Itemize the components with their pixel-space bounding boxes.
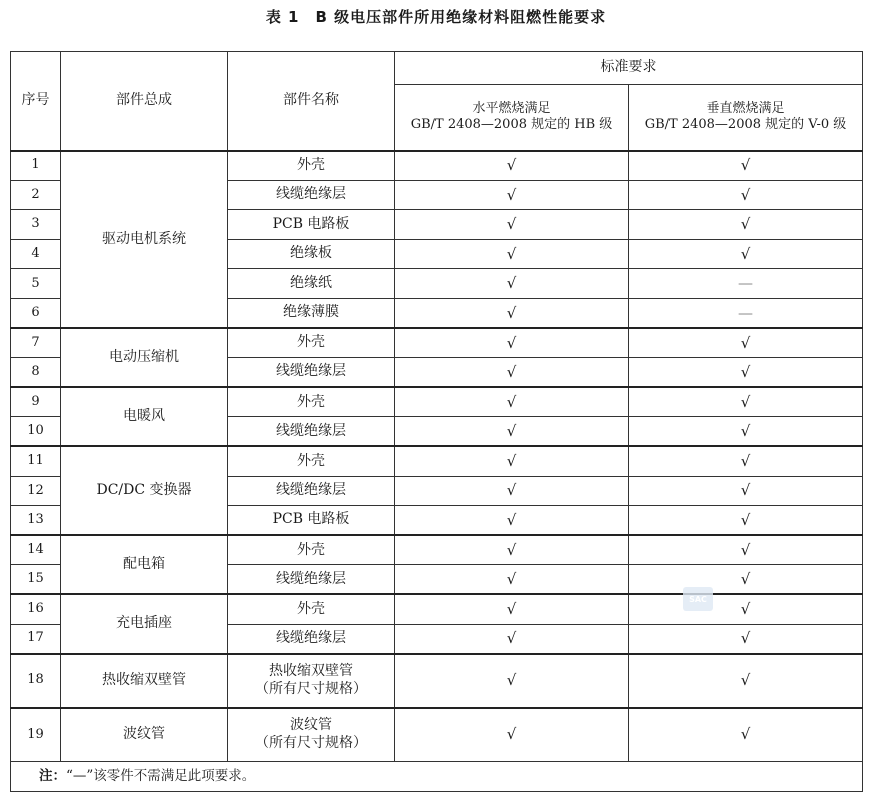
requirements-table [10,51,863,792]
row-vertical-check-mark: √ [629,328,863,358]
row-part-name [228,624,395,654]
row-assembly: 配电箱 [61,535,228,594]
header-part-name: 部件名称 [228,52,395,151]
row-seq: 5 [11,269,61,299]
row-part-name-line1: 线缆绝缘层 [276,186,346,203]
row-part-name [228,269,395,299]
row-vertical-check-mark: √ [629,535,863,565]
row-seq: 4 [11,239,61,269]
table-row [11,654,863,708]
note-label: 注： [39,768,66,785]
row-part-name [228,180,395,210]
row-assembly: 波纹管 [61,708,228,762]
row-horizontal-check-mark: √ [395,506,629,536]
row-part-name-line2: （所有尺寸规格） [255,680,367,697]
row-horizontal-check-mark: √ [395,446,629,476]
row-part-name [228,594,395,624]
header-horizontal-line2: GB/T 2408—2008 规定的 HB 级 [410,117,613,133]
row-vertical-check-mark: √ [629,210,863,240]
row-vertical-dash-mark: — [629,298,863,328]
row-seq: 11 [11,446,61,476]
row-seq: 12 [11,476,61,506]
row-assembly: 电动压缩机 [61,328,228,387]
header-vertical-line2: GB/T 2408—2008 规定的 V-0 级 [644,117,847,133]
row-horizontal-check-mark: √ [395,565,629,595]
row-vertical-check-mark: √ [629,506,863,536]
row-part-name-line1: 热收缩双壁管 [269,663,353,680]
row-vertical-check-mark: √ [629,476,863,506]
row-seq: 2 [11,180,61,210]
row-vertical-check-mark: √ [629,239,863,269]
row-seq: 7 [11,328,61,358]
row-horizontal-check-mark: √ [395,180,629,210]
row-part-name [228,387,395,417]
table-row [11,446,863,476]
row-vertical-check-mark: √ [629,654,863,708]
row-part-name-line1: 线缆绝缘层 [276,363,346,380]
header-vertical-line1: 垂直燃烧满足 [706,101,785,116]
header-vertical [629,85,863,151]
row-part-name-line1: 绝缘纸 [290,274,332,291]
row-seq: 19 [11,708,61,762]
row-horizontal-check-mark: √ [395,269,629,299]
row-part-name-line1: 绝缘薄膜 [283,304,339,321]
row-vertical-check-mark: √ [629,387,863,417]
row-assembly: 充电插座 [61,594,228,653]
row-part-name-line2: （所有尺寸规格） [255,734,367,751]
row-part-name-line1: 线缆绝缘层 [276,570,346,587]
row-part-name [228,298,395,328]
row-part-name-line1: 绝缘板 [290,245,332,262]
row-horizontal-check-mark: √ [395,151,629,181]
row-horizontal-check-mark: √ [395,387,629,417]
row-part-name [228,210,395,240]
table-title: 表 1 B 级电压部件所用绝缘材料阻燃性能要求 [265,8,607,26]
row-seq: 14 [11,535,61,565]
header-horizontal [395,85,629,151]
row-vertical-check-mark: √ [629,565,863,595]
row-assembly: 驱动电机系统 [61,151,228,329]
row-part-name [228,708,395,762]
row-vertical-dash-mark: — [629,269,863,299]
row-part-name-line1: 外壳 [297,452,325,469]
row-horizontal-check-mark: √ [395,476,629,506]
row-part-name-line1: 线缆绝缘层 [276,422,346,439]
row-part-name-line1: 波纹管 [290,717,332,734]
row-part-name [228,328,395,358]
row-part-name-line1: 外壳 [297,156,325,173]
row-seq: 17 [11,624,61,654]
row-seq: 13 [11,506,61,536]
header-assembly: 部件总成 [61,52,228,151]
table-row [11,328,863,358]
row-vertical-check-mark: √ [629,417,863,447]
row-part-name [228,417,395,447]
row-vertical-check-mark: √ [629,151,863,181]
row-horizontal-check-mark: √ [395,417,629,447]
row-seq: 9 [11,387,61,417]
row-horizontal-check-mark: √ [395,298,629,328]
row-part-name [228,358,395,388]
row-horizontal-check-mark: √ [395,624,629,654]
row-part-name-line1: 外壳 [297,541,325,558]
row-horizontal-check-mark: √ [395,358,629,388]
table-body [11,151,863,762]
header-seq: 序号 [11,52,61,151]
row-seq: 15 [11,565,61,595]
row-vertical-check-mark: √ [629,708,863,762]
table-row [11,151,863,181]
row-assembly: DC/DC 变换器 [61,446,228,535]
row-horizontal-check-mark: √ [395,210,629,240]
table-row [11,535,863,565]
row-part-name-line1: PCB 电路板 [272,215,350,232]
row-vertical-check-mark: √ [629,180,863,210]
row-seq: 18 [11,654,61,708]
row-vertical-check-mark: √ [629,594,863,624]
table-row [11,387,863,417]
row-assembly: 电暖风 [61,387,228,446]
table-row [11,594,863,624]
table-row [11,708,863,762]
row-horizontal-check-mark: √ [395,708,629,762]
row-part-name-line1: 外壳 [297,334,325,351]
header-horizontal-line1: 水平燃烧满足 [472,101,551,116]
row-seq: 16 [11,594,61,624]
row-horizontal-check-mark: √ [395,594,629,624]
row-part-name [228,535,395,565]
row-part-name-line1: PCB 电路板 [272,511,350,528]
sac-watermark-logo: SAC [683,587,713,611]
row-part-name [228,239,395,269]
row-part-name [228,446,395,476]
row-part-name [228,654,395,708]
table-note [11,762,863,792]
row-horizontal-check-mark: √ [395,535,629,565]
row-part-name-line1: 线缆绝缘层 [276,629,346,646]
row-part-name [228,506,395,536]
row-part-name [228,565,395,595]
row-horizontal-check-mark: √ [395,239,629,269]
row-part-name-line1: 外壳 [297,600,325,617]
row-assembly: 热收缩双壁管 [61,654,228,708]
row-part-name-line1: 外壳 [297,393,325,410]
row-vertical-check-mark: √ [629,358,863,388]
row-seq: 6 [11,298,61,328]
row-vertical-check-mark: √ [629,446,863,476]
row-part-name [228,151,395,181]
row-seq: 10 [11,417,61,447]
note-text: “—”该零件不需满足此项要求。 [66,768,256,785]
row-part-name-line1: 线缆绝缘层 [276,482,346,499]
row-seq: 1 [11,151,61,181]
header-standard: 标准要求 [395,52,863,85]
row-vertical-check-mark: √ [629,624,863,654]
row-horizontal-check-mark: √ [395,328,629,358]
row-part-name [228,476,395,506]
row-horizontal-check-mark: √ [395,654,629,708]
row-seq: 3 [11,210,61,240]
row-seq: 8 [11,358,61,388]
